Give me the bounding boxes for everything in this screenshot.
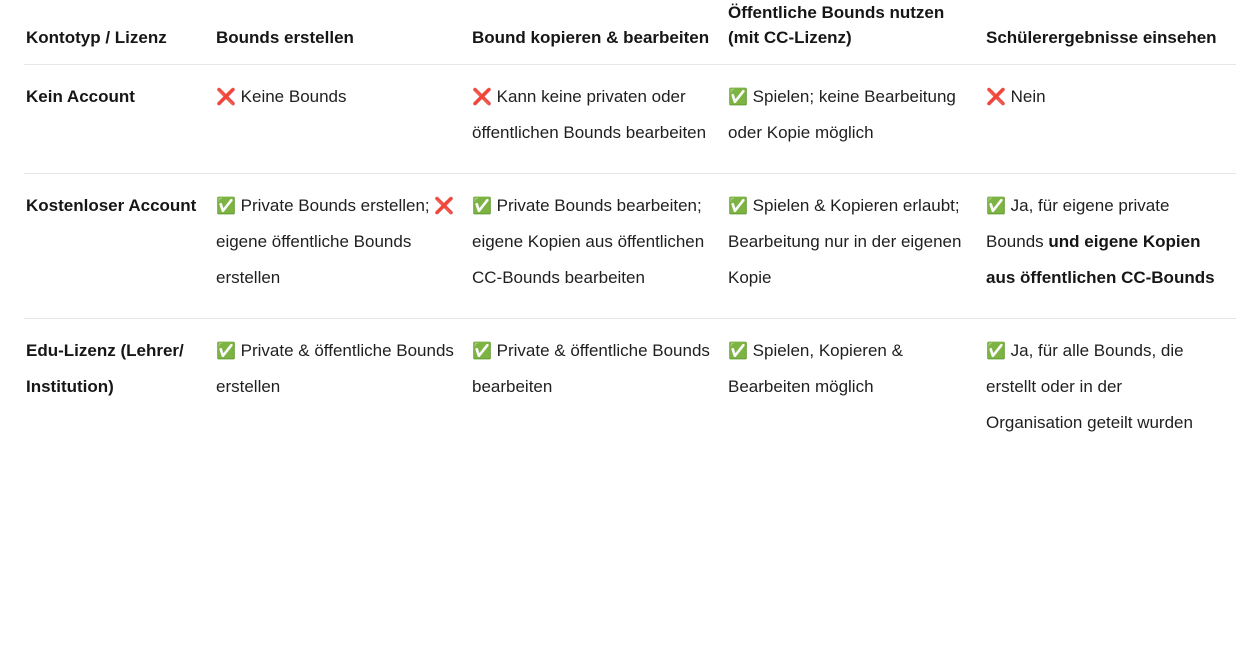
check-mark-icon: ✅ <box>216 196 236 215</box>
check-mark-icon: ✅ <box>472 341 492 360</box>
cell-text: Private & öffentliche Bounds erstellen <box>216 341 454 396</box>
cell-text: Private & öffentliche Bounds bearbeiten <box>472 341 710 396</box>
check-mark-icon: ✅ <box>728 196 748 215</box>
table-row <box>24 319 1236 464</box>
check-mark-icon: ✅ <box>728 87 748 106</box>
check-mark-icon: ✅ <box>216 341 236 360</box>
cell-text: Kann keine privaten oder öffentlichen Bounds bearbeiten <box>472 87 707 142</box>
cross-mark-icon: ❌ <box>216 87 236 106</box>
table-row <box>24 174 1236 319</box>
cell-free-account-public-cc <box>728 174 986 319</box>
table-header-row <box>24 0 1236 65</box>
cell-text: Private Bounds bearbeiten; eigene Kopien aus öffentlichen CC-Bounds bearbeiten <box>472 196 705 287</box>
cell-edu-public-cc <box>728 319 986 464</box>
cell-edu-results <box>986 319 1236 464</box>
cell-text: Ja, für alle Bounds, die erstellt oder in der Organisation geteilt wurden <box>986 341 1193 432</box>
cross-mark-icon: ❌ <box>472 87 492 106</box>
cell-text: Private Bounds erstellen; <box>240 196 435 215</box>
cell-free-account-create <box>216 174 472 319</box>
row-label-edu-license: Edu-Lizenz (Lehrer/ Institution) <box>26 341 184 396</box>
cell-edu-create <box>216 319 472 464</box>
column-header-account-type: Kontotyp / Lizenz <box>24 0 216 65</box>
cell-free-account-results <box>986 174 1236 319</box>
cell-no-account-copy-edit <box>472 65 728 174</box>
column-header-student-results: Schülerergebnisse einsehen <box>986 0 1236 65</box>
check-mark-icon: ✅ <box>986 341 1006 360</box>
license-comparison-table <box>24 0 1236 463</box>
table-row <box>24 65 1236 174</box>
row-label-free-account: Kostenloser Account <box>24 174 216 319</box>
cell-text: Spielen & Kopieren erlaubt; Bearbeitung nur in der eigenen Kopie <box>728 196 962 287</box>
check-mark-icon: ✅ <box>472 196 492 215</box>
cell-text: Spielen; keine Bearbeitung oder Kopie möglich <box>728 87 956 142</box>
table-body <box>24 65 1236 464</box>
cell-edu-copy-edit <box>472 319 728 464</box>
cell-no-account-public-cc <box>728 65 986 174</box>
cell-text: Spielen, Kopieren & Bearbeiten möglich <box>728 341 903 396</box>
cross-mark-icon: ❌ <box>986 87 1006 106</box>
table-header <box>24 0 1236 65</box>
check-mark-icon: ✅ <box>728 341 748 360</box>
cell-no-account-create <box>216 65 472 174</box>
column-header-copy-edit-bound: Bound kopieren & bearbeiten <box>472 0 728 65</box>
cell-text: Nein <box>1010 87 1046 106</box>
column-header-public-bounds-cc: Öffentliche Bounds nutzen (mit CC-Lizenz) <box>728 0 986 65</box>
cell-no-account-results <box>986 65 1236 174</box>
row-label-no-account: Kein Account <box>24 65 216 174</box>
cell-text: Ja, für eigene private Bounds <box>986 196 1170 251</box>
cross-mark-icon: ❌ <box>434 196 455 215</box>
column-header-create-bounds: Bounds erstellen <box>216 0 472 65</box>
cell-text-emphasis: und eigene Kopien aus öffentlichen CC-Bounds <box>986 232 1215 287</box>
check-mark-icon: ✅ <box>986 196 1006 215</box>
cell-free-account-copy-edit <box>472 174 728 319</box>
cell-text-secondary: eigene öffentliche Bounds erstellen <box>216 232 412 287</box>
cell-text: Keine Bounds <box>240 87 347 106</box>
